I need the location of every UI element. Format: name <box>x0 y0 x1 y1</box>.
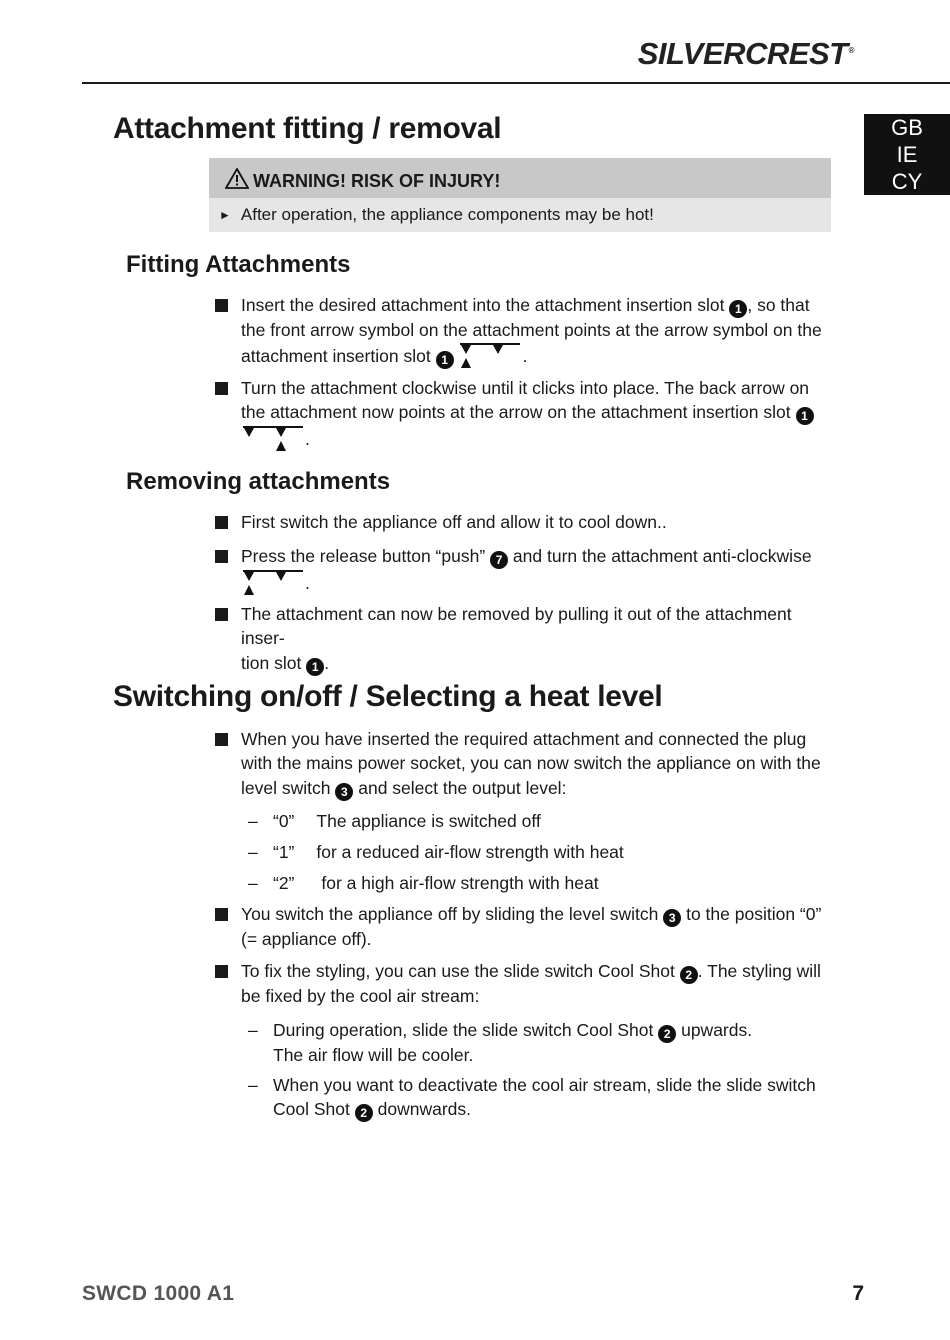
bullet-square <box>215 550 228 563</box>
warning-box <box>209 158 831 232</box>
section-title-attachment: Attachment fitting / removal <box>113 112 502 145</box>
list-item: Press the release button “push” 7 and turn the attachment anti-clockwise . <box>215 544 835 603</box>
ref-number-2: 2 <box>355 1104 373 1122</box>
bullet-square <box>215 965 228 978</box>
list-item: When you have inserted the required attachment and connected the plug with the mains power socket, you can now switch the appliance on with the level switch 3 and select the output level: <box>215 727 835 801</box>
ref-number-1: 1 <box>796 407 814 425</box>
bullet-square <box>215 908 228 921</box>
warning-heading: WARNING! RISK OF INJURY! <box>209 158 831 198</box>
language-tab <box>864 114 950 195</box>
list-item: First switch the appliance off and allow it to cool down.. <box>215 510 835 534</box>
section-title-switching: Switching on/off / Selecting a heat level <box>113 680 663 713</box>
bullet-square <box>215 516 228 529</box>
list-item: Insert the desired attachment into the attachment insertion slot 1 , so that the front arrow symbol on the attachment points at the arrow symbol on the attachment insertion slot 1 . <box>215 293 835 377</box>
brand-logo: SILVERCREST® <box>637 36 854 71</box>
warning-item: ► After operation, the appliance components may be hot! <box>209 198 831 232</box>
arrow-align-symbol-icon <box>241 569 305 603</box>
bullet-square <box>215 733 228 746</box>
ref-number-7: 7 <box>490 551 508 569</box>
ref-number-1: 1 <box>306 658 324 676</box>
language-cy: CY <box>891 169 923 194</box>
bullet-square <box>215 299 228 312</box>
list-item: To fix the styling, you can use the slide switch Cool Shot 2 . The styling will be fixed by the cool air stream: <box>215 959 835 1008</box>
ref-number-2: 2 <box>680 966 698 984</box>
ref-number-2: 2 <box>658 1025 676 1043</box>
level-item-1: – “1” for a reduced air-flow strength with heat <box>248 842 624 862</box>
subtitle-fitting: Fitting Attachments <box>126 251 351 278</box>
subtitle-removing: Removing attachments <box>126 468 391 495</box>
sub-item: – When you want to deactivate the cool air stream, slide the slide switch Cool Shot 2 downwards. <box>248 1075 816 1121</box>
language-ie: IE <box>896 142 918 167</box>
list-item: Turn the attachment clockwise until it clicks into place. The back arrow on the attachment now points at the arrow on the attachment insertion slot 1 . <box>215 376 835 460</box>
bullet-square <box>215 608 228 621</box>
arrow-align-symbol-icon <box>458 342 522 376</box>
list-item: You switch the appliance off by sliding the level switch 3 to the position “0” (= appliance off). <box>215 902 835 951</box>
model-number: SWCD 1000 A1 <box>82 1282 235 1305</box>
sub-item: – During operation, slide the slide switch Cool Shot 2 upwards. The air flow will be cooler. <box>248 1020 753 1065</box>
arrow-icon: ► <box>219 208 231 222</box>
list-item: The attachment can now be removed by pulling it out of the attachment inser- tion slot 1 . <box>215 602 835 676</box>
ref-number-3: 3 <box>663 909 681 927</box>
level-item-0: – “0” The appliance is switched off <box>248 811 541 831</box>
language-gb: GB <box>891 115 923 140</box>
page-number: 7 <box>852 1282 864 1305</box>
arrow-align-symbol-icon <box>241 425 305 459</box>
header-rule <box>82 82 950 84</box>
ref-number-1: 1 <box>729 300 747 318</box>
ref-number-1: 1 <box>436 351 454 369</box>
bullet-square <box>215 382 228 395</box>
ref-number-3: 3 <box>335 783 353 801</box>
level-item-2: – “2” for a high air-flow strength with heat <box>248 873 599 893</box>
